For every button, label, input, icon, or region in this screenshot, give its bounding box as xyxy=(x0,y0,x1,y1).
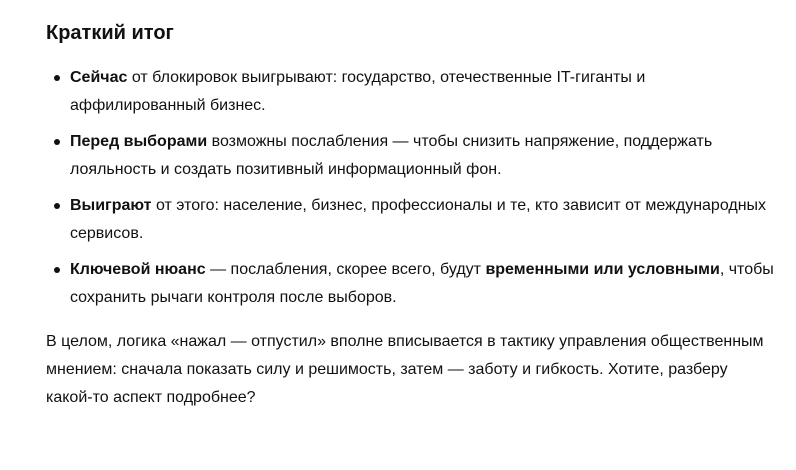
item-bold-inline: временными или условными xyxy=(485,261,720,278)
item-bold: Перед выборами xyxy=(70,133,208,150)
item-bold: Ключевой нюанс xyxy=(70,261,206,278)
summary-paragraph: В целом, логика «нажал — отпустил» вполне вписывается в тактику управления общественным мнением: сначала показать силу и решимость, затем — заботу и гибкость. Хотите, разберу какой-то аспект подробнее? xyxy=(46,333,764,406)
list-item xyxy=(70,256,776,312)
item-text: возможны послабления — чтобы снизить напряжение, поддержать лояльность и создать позитивный информационный фон. xyxy=(70,133,713,178)
item-text: от этого: население, бизнес, профессионалы и те, кто зависит от международных сервисов. xyxy=(70,197,767,242)
item-text: от блокировок выигрывают: государство, отечественные IT-гиганты и аффилированный бизнес. xyxy=(70,69,646,114)
item-bold: Выиграют xyxy=(70,197,152,214)
chat-message xyxy=(46,20,776,412)
item-text-tail: , чтобы сохранить рычаги контроля после выборов. xyxy=(70,261,774,306)
list-item xyxy=(70,128,776,184)
item-bold: Сейчас xyxy=(70,69,128,86)
item-text: — послабления, скорее всего, будут xyxy=(205,261,486,278)
list-item xyxy=(70,192,776,248)
summary-list xyxy=(46,64,776,312)
section-heading: Краткий итог xyxy=(46,22,174,44)
list-item xyxy=(70,64,776,120)
